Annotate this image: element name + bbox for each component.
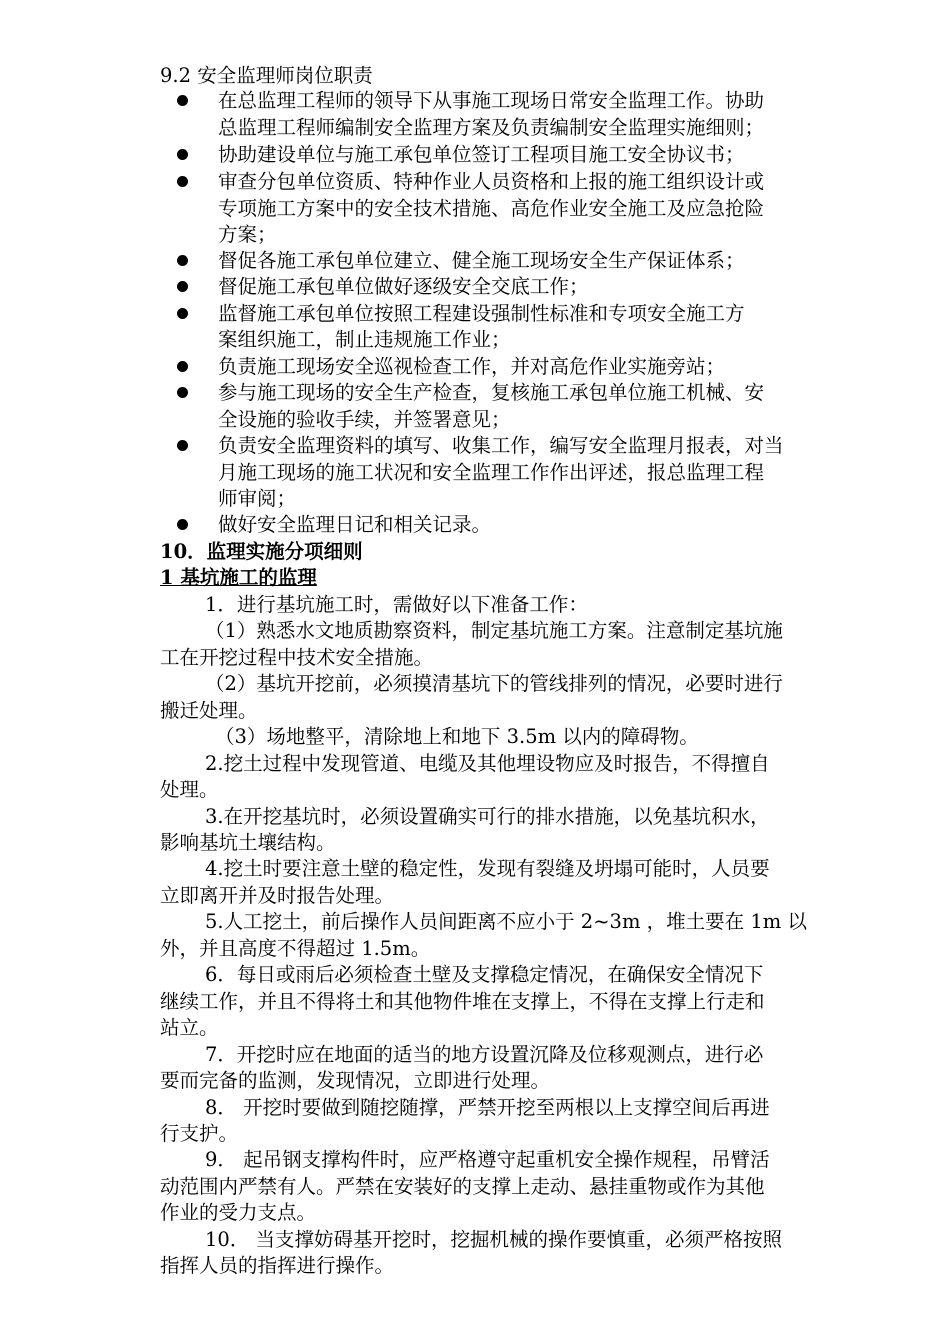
para-11-line-0: 9． 起吊钢支撑构件时，应严格遵守起重机安全操作规程，吊臂活 (205, 1148, 770, 1171)
bullet-dot (177, 95, 188, 106)
para-12-line-1: 指挥人员的指挥进行操作。 (160, 1254, 395, 1277)
bullet-5-line-0: 监督施工承包单位按照工程建设强制性标准和专项安全施工方 (218, 302, 745, 325)
bullet-6-line-0: 负责施工现场安全巡视检查工作，并对高危作业实施旁站； (218, 355, 726, 378)
bullet-9-line-0: 做好安全监理日记和相关记录。 (218, 513, 492, 536)
para-6-line-1: 立即离开并及时报告处理。 (160, 884, 395, 907)
bullet-2-line-0: 审查分包单位资质、特种作业人员资格和上报的施工组织设计或 (218, 170, 765, 193)
bullet-dot (177, 308, 188, 319)
bullet-7-line-1: 全设施的验收手续，并签署意见； (218, 408, 511, 431)
bullet-8-line-2: 师审阅； (218, 487, 297, 510)
section-9-2-heading: 9.2 安全监理师岗位职责 (160, 64, 373, 87)
bullet-dot (177, 387, 188, 398)
bullet-2-line-2: 方案； (218, 223, 277, 246)
bullet-1-line-0: 协助建设单位与施工承包单位签订工程项目施工安全协议书； (218, 143, 745, 166)
para-2-line-1: 搬迁处理。 (160, 699, 258, 722)
bullet-4-line-0: 督促施工承包单位做好逐级安全交底工作； (218, 275, 589, 298)
bullet-3-line-0: 督促各施工承包单位建立、健全施工现场安全生产保证体系； (218, 249, 745, 272)
para-8-line-2: 站立。 (160, 1016, 219, 1039)
para-1-line-1: 工在开挖过程中技术安全措施。 (160, 646, 434, 669)
para-4-line-0: 2.挖土过程中发现管道、电缆及其他埋设物应及时报告，不得擅自 (205, 752, 770, 775)
bullet-8-line-0: 负责安全监理资料的填写、收集工作，编写安全监理月报表，对当 (218, 434, 784, 457)
bullet-dot (177, 176, 188, 187)
bullet-dot (177, 519, 188, 530)
para-5-line-1: 影响基坑土壤结构。 (160, 831, 336, 854)
bullet-7-line-0: 参与施工现场的安全生产检查，复核施工承包单位施工机械、安 (218, 381, 765, 404)
para-2-line-0: （2）基坑开挖前，必须摸清基坑下的管线排列的情况，必要时进行 (205, 672, 783, 695)
para-9-line-0: 7．开挖时应在地面的适当的地方设置沉降及位移观测点，进行必 (205, 1043, 764, 1066)
bullet-0-line-0: 在总监理工程师的领导下从事施工现场日常安全监理工作。协助 (218, 89, 765, 112)
para-8-line-1: 继续工作，并且不得将土和其他物件堆在支撑上，不得在支撑上行走和 (160, 990, 765, 1013)
para-3-line-0: （3）场地整平，清除地上和地下 3.5m 以内的障碍物。 (215, 725, 699, 748)
para-11-line-1: 动范围内严禁有人。严禁在安装好的支撑上走动、悬挂重物或作为其他 (160, 1175, 765, 1198)
bullet-0-line-1: 总监理工程师编制安全监理方案及负责编制安全监理实施细则； (218, 116, 765, 139)
para-6-line-0: 4.挖土时要注意土壁的稳定性，发现有裂缝及坍塌可能时，人员要 (205, 857, 770, 880)
para-7-line-1: 外，并且高度不得超过 1.5m。 (160, 937, 431, 960)
bullet-dot (177, 255, 188, 266)
bullet-5-line-1: 案组织施工，制止违规施工作业； (218, 328, 511, 351)
bullet-dot (177, 149, 188, 160)
bullet-2-line-1: 专项施工方案中的安全技术措施、高危作业安全施工及应急抢险 (218, 197, 765, 220)
bullet-dot (177, 281, 188, 292)
para-5-line-0: 3.在开挖基坑时，必须设置确实可行的排水措施，以免基坑积水， (205, 805, 770, 828)
para-1-line-0: （1）熟悉水文地质勘察资料，制定基坑施工方案。注意制定基坑施 (205, 619, 783, 642)
section-10-heading: 10．监理实施分项细则 (160, 540, 363, 563)
para-8-line-0: 6．每日或雨后必须检查土壁及支撑稳定情况，在确保安全情况下 (205, 963, 764, 986)
para-10-line-0: 8． 开挖时要做到随挖随撑，严禁开挖至两根以上支撑空间后再进 (205, 1096, 770, 1119)
para-7-line-0: 5.人工挖土，前后操作人员间距离不应小于 2~3m ，堆土要在 1m 以 (205, 910, 807, 933)
para-10-line-1: 行支护。 (160, 1122, 239, 1145)
para-11-line-2: 作业的受力支点。 (160, 1201, 317, 1224)
para-9-line-1: 要而完备的监测，发现情况，立即进行处理。 (160, 1069, 551, 1092)
bullet-dot (177, 361, 188, 372)
para-0-line-0: 1．进行基坑施工时，需做好以下准备工作： (205, 593, 588, 616)
bullet-8-line-1: 月施工现场的施工状况和安全监理工作作出评述，报总监理工程 (218, 461, 765, 484)
para-12-line-0: 10． 当支撑妨碍基开挖时，挖掘机械的操作要慎重，必须严格按照 (205, 1228, 783, 1251)
section-10-subheading: 1 基坑施工的监理 (160, 566, 317, 589)
para-4-line-1: 处理。 (160, 778, 219, 801)
bullet-dot (177, 440, 188, 451)
